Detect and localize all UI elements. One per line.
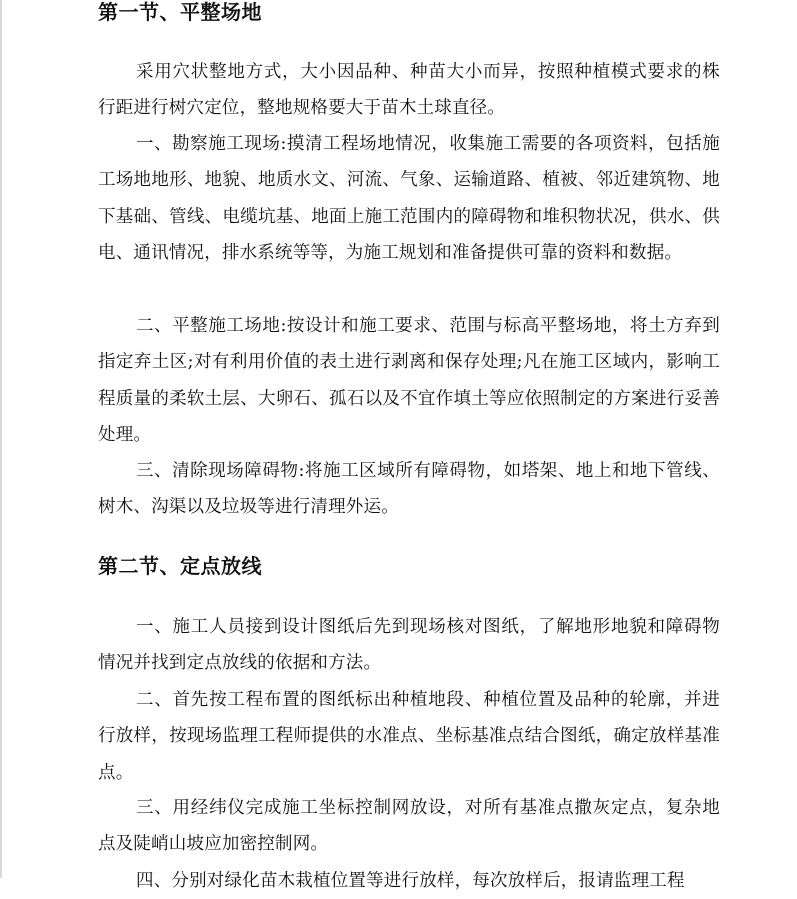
- section-2-paragraph-control-network: 三、用经纬仪完成施工坐标控制网放设，对所有基准点撒灰定点，复杂地点及陡峭山坡应加密控制网。: [98, 798, 720, 855]
- section-1-paragraph-survey: 一、勘察施工现场:摸清工程场地情况，收集施工需要的各项资料，包括施工场地地形、地貌、地质水文、河流、气象、运输道路、植被、邻近建筑物、地下基础、管线、电缆坑基、地面上施工范围内的障碍物和堆积物状况，供水、供电、通讯情况，排水系统等等，为施工规划和准备提供可靠的资料和数据。: [98, 134, 720, 263]
- section-2-heading: 第二节、定点放线: [98, 554, 262, 578]
- section-2-paragraph-layout: 二、首先按工程布置的图纸标出种植地段、种植位置及品种的轮廓，并进行放样，按现场监理工程师提供的水准点、坐标基准点结合图纸，确定放样基准点。: [98, 690, 720, 783]
- section-2-paragraph-staking: 四、分别对绿化苗木栽植位置等进行放样，每次放样后，报请监理工程: [136, 871, 685, 891]
- section-1-paragraph-intro: 采用穴状整地方式，大小因品种、种苗大小而异，按照种植模式要求的株行距进行树穴定位，整地规格要大于苗木土球直径。: [98, 62, 720, 119]
- section-1-paragraph-leveling: 二、平整施工场地:按设计和施工要求、范围与标高平整场地，将土方弃到指定弃土区;对有利用价值的表土进行剥离和保存处理;凡在施工区域内，影响工程质量的柔软土层、大卵石、孤石以及不宜作填土等应依照制定的方案进行妥善处理。: [98, 316, 720, 445]
- section-1-heading: 第一节、平整场地: [98, 0, 262, 24]
- section-2-paragraph-drawings: 一、施工人员接到设计图纸后先到现场核对图纸，了解地形地貌和障碍物情况并找到定点放线的依据和方法。: [98, 617, 720, 674]
- page-left-border: [0, 0, 2, 878]
- section-1-paragraph-clearing: 三、清除现场障碍物:将施工区域所有障碍物，如塔架、地上和地下管线、树木、沟渠以及垃圾等进行清理外运。: [98, 461, 720, 518]
